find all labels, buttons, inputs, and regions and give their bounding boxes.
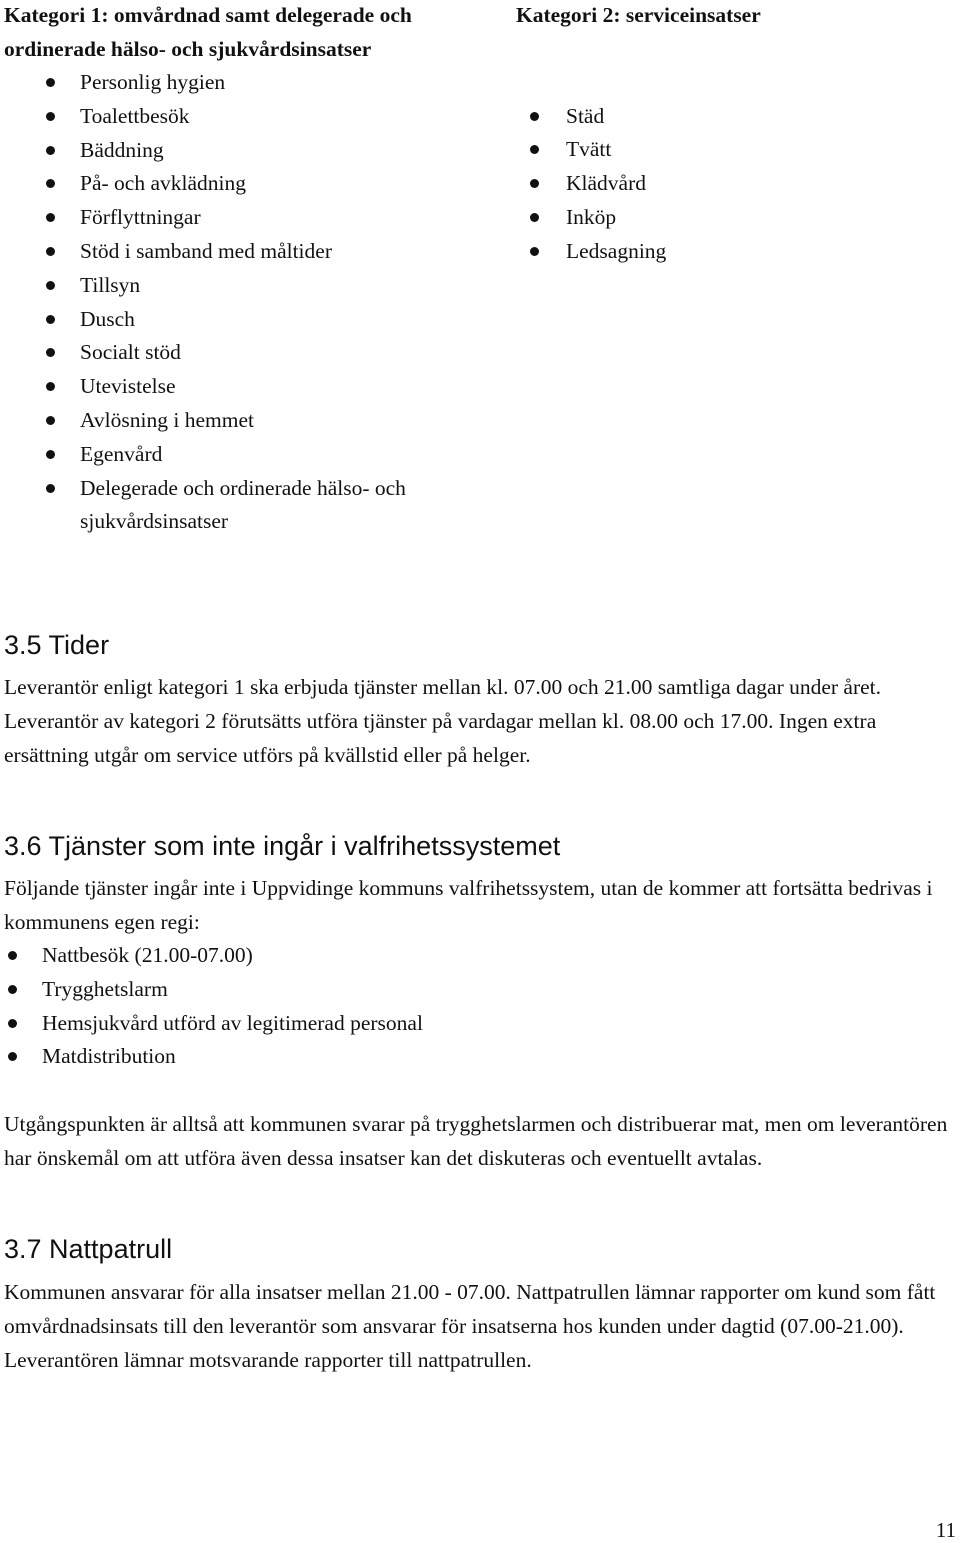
list-item: Hemsjukvård utförd av legitimerad personal [4,1007,904,1041]
list-item: Dusch [4,303,474,337]
list-item: Bäddning [4,134,474,168]
list-item: Tillsyn [4,269,474,303]
list-item: Förflyttningar [4,201,474,235]
list-item: Egenvård [4,438,474,472]
category-2-list [516,100,956,269]
list-item: Nattbesök (21.00-07.00) [4,939,904,973]
list-item: På- och avklädning [4,167,474,201]
section-3-6-outro: Utgångspunkten är alltså att kommunen svarar på trygghetslarmen och distribuerar mat, men om leverantören har önskemål om att utföra även dessa insatser kan det diskuteras och eventuellt avtalas. [4,1112,948,1170]
section-3-5-text: Leverantör enligt kategori 1 ska erbjuda tjänster mellan kl. 07.00 och 21.00 samtliga dagar under året. Leverantör av kategori 2 förutsätts utföra tjänster på vardagar mellan kl. 08.00 och 17.00. Ingen extra ersättning utgår om service utförs på kvällstid eller på helger. [4,675,882,767]
category-1-list [4,66,474,539]
list-item: Utevistelse [4,370,474,404]
list-item: Matdistribution [4,1040,904,1074]
category-2-heading: Kategori 2: serviceinsatser [516,3,761,27]
list-item: Städ [516,100,956,134]
category-2-column [516,0,956,268]
list-item: Trygghetslarm [4,973,904,1007]
list-item: Personlig hygien [4,66,474,100]
list-item: Stöd i samband med måltider [4,235,474,269]
section-3-7-text: Kommunen ansvarar för alla insatser mellan 21.00 - 07.00. Nattpatrullen lämnar rapporter om kund som fått omvårdnadsinsats till den leverantör som ansvarar för insatserna hos kunden under dagtid (07.00-21.00). Leverantören lämnar motsvarande rapporter till nattpatrullen. [4,1280,936,1372]
section-3-5-heading: 3.5 Tider [4,630,110,660]
page-number: 11 [935,1518,956,1542]
list-item: Avlösning i hemmet [4,404,474,438]
section-3-6-heading: 3.6 Tjänster som inte ingår i valfrihetssystemet [4,831,561,861]
section-3-6-intro: Följande tjänster ingår inte i Uppvidinge kommuns valfrihetssystem, utan de kommer att fortsätta bedrivas i kommunens egen regi: [4,876,933,934]
list-item: Toalettbesök [4,100,474,134]
category-1-heading: Kategori 1: omvårdnad samt delegerade och ordinerade hälso- och sjukvårdsinsatser [4,3,412,61]
list-item: Inköp [516,201,956,235]
list-item: Tvätt [516,133,956,167]
section-3-7-heading: 3.7 Nattpatrull [4,1234,173,1264]
category-1-column [4,0,474,539]
list-item: Delegerade och ordinerade hälso- och sjukvårdsinsatser [4,472,470,540]
list-item: Socialt stöd [4,336,474,370]
section-3-6-list [4,939,904,1074]
list-item: Klädvård [516,167,956,201]
list-item: Ledsagning [516,235,956,269]
